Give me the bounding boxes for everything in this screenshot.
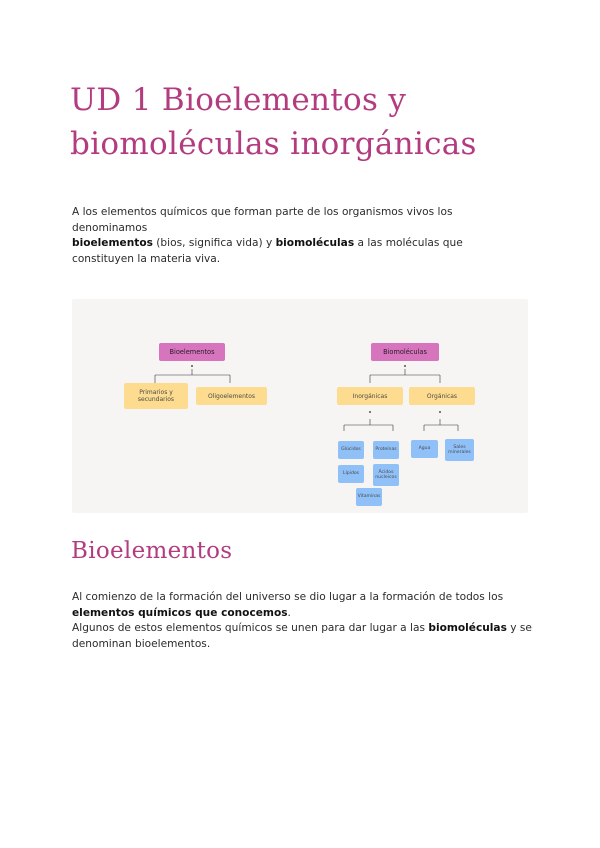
paragraph-text: Algunos de estos elementos químicos se unen para dar lugar a las bbox=[72, 622, 429, 634]
node-oligoelementos: Oligoelementos bbox=[196, 387, 267, 405]
node-biomoleculas: Biomoléculas bbox=[371, 343, 439, 361]
page-title: UD 1 Bioelementos y biomoléculas inorgánicas bbox=[70, 82, 477, 162]
term-biomoleculas-2: biomoléculas bbox=[428, 622, 507, 634]
paragraph-line-2 bbox=[72, 606, 532, 622]
node-acidos-nucleicos: Ácidos nucleicos bbox=[373, 464, 399, 486]
term-bioelementos: bioelementos bbox=[72, 237, 153, 249]
node-lipidos: Lípidos bbox=[338, 465, 364, 483]
section-body bbox=[72, 590, 532, 652]
period: . bbox=[287, 606, 291, 619]
intro-paragraph bbox=[72, 205, 512, 267]
node-inorganicas: Inorgánicas bbox=[337, 387, 403, 405]
paragraph-line: Al comienzo de la formación del universo se dio lugar a la formación de todos los bbox=[72, 591, 504, 603]
intro-text: (bios, significa vida) y bbox=[152, 237, 276, 249]
node-organicas: Orgánicas bbox=[409, 387, 475, 405]
node-sales-minerales: Sales minerales bbox=[445, 439, 474, 461]
term-elementos-quimicos: elementos químicos que conocemos bbox=[72, 606, 288, 619]
intro-line: A los elementos químicos que forman parte de los organismos vivos los denominamos bbox=[72, 206, 453, 234]
node-primarios-secundarios: Primarios y secundarios bbox=[124, 383, 188, 409]
node-agua: Agua bbox=[411, 440, 438, 458]
paragraph-text-end: y se denominan bioelementos. bbox=[72, 622, 532, 650]
node-glucidos: Glúcidos bbox=[338, 441, 364, 459]
intro-text-end: a las moléculas que constituyen la materia viva. bbox=[72, 237, 463, 265]
section-heading: Bioelementos bbox=[71, 538, 233, 564]
node-bioelementos: Bioelementos bbox=[159, 343, 225, 361]
concept-map-figure bbox=[72, 299, 528, 513]
paragraph-line-3 bbox=[72, 621, 532, 652]
node-proteinas: Proteínas bbox=[373, 441, 399, 459]
node-vitaminas: Vitaminas bbox=[356, 488, 382, 506]
term-biomoleculas: biomoléculas bbox=[275, 237, 355, 249]
intro-line-2 bbox=[72, 236, 512, 267]
